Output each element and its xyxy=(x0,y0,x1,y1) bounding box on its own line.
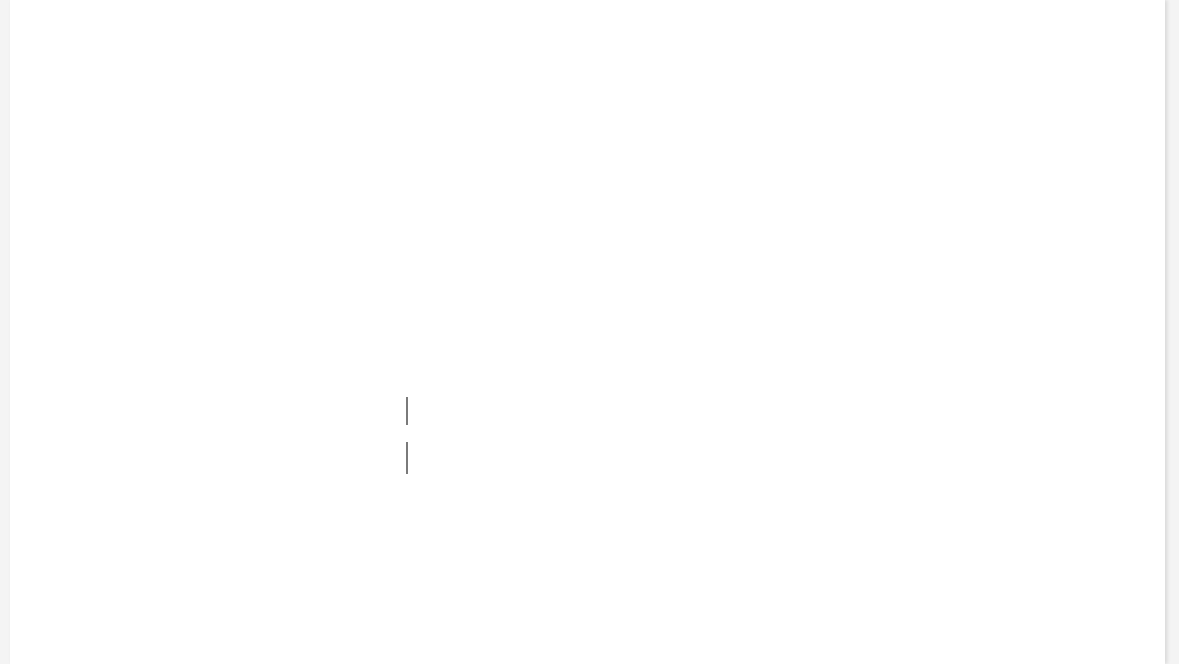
segment-designation-diagram xyxy=(113,268,208,482)
